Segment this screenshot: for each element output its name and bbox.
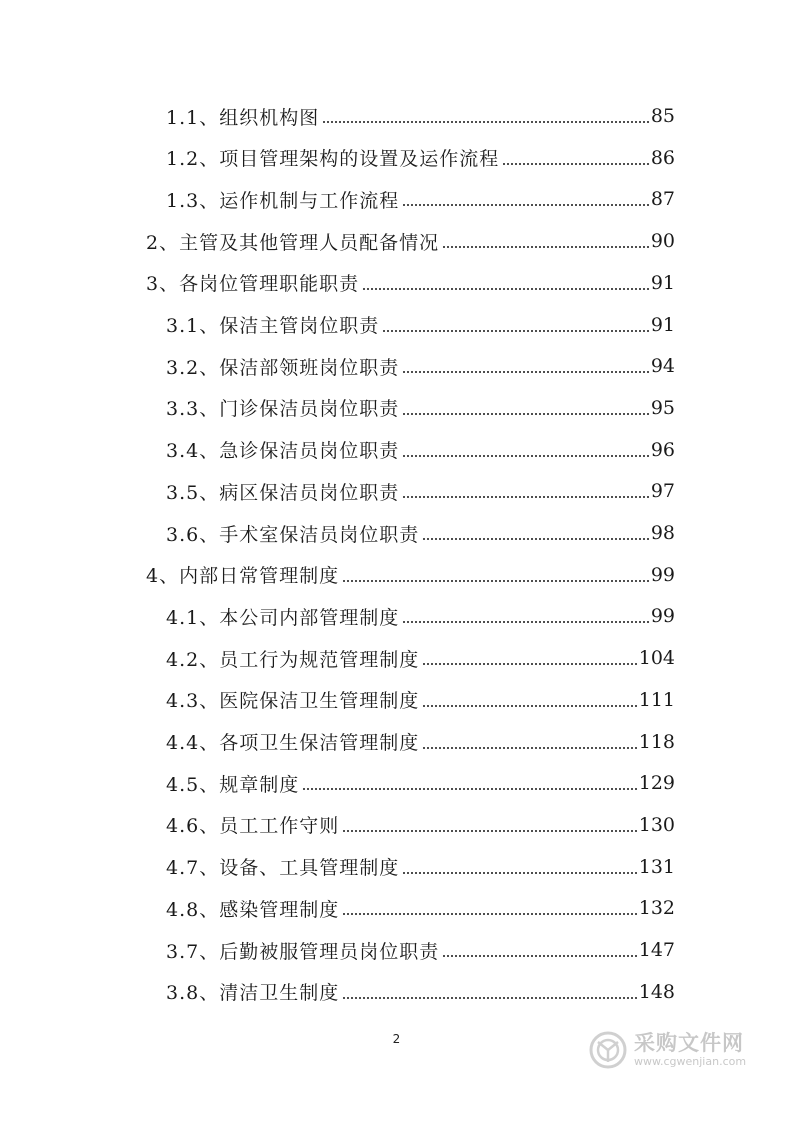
toc-entry-title: 运作机制与工作流程 xyxy=(219,189,400,212)
toc-entry-page: 87 xyxy=(650,188,675,211)
toc-entry-page: 86 xyxy=(650,146,675,169)
toc-entry[interactable] xyxy=(166,805,675,845)
toc-entry-title: 各项卫生保洁管理制度 xyxy=(219,732,420,754)
toc-entry[interactable] xyxy=(166,888,675,928)
toc-dot-leader xyxy=(322,121,649,123)
toc-entry-page: 148 xyxy=(638,980,675,1003)
toc-entry[interactable] xyxy=(166,680,675,720)
toc-entry-title: 手术室保洁员岗位职责 xyxy=(219,523,420,546)
toc-dot-leader xyxy=(422,705,637,707)
toc-entry-title: 各岗位管理职能职责 xyxy=(179,273,360,296)
toc-entry-number: 3.1、 xyxy=(166,315,220,337)
toc-entry-number: 3.5、 xyxy=(166,481,220,504)
toc-entry-page: 99 xyxy=(650,605,675,628)
toc-entry-title: 医院保洁卫生管理制度 xyxy=(219,690,420,713)
toc-entry[interactable] xyxy=(166,596,675,636)
toc-entry[interactable] xyxy=(166,96,675,136)
toc-entry-page: 118 xyxy=(638,730,675,753)
toc-entry-page: 97 xyxy=(650,480,675,503)
toc-dot-leader xyxy=(422,747,637,749)
toc-entry-title: 保洁主管岗位职责 xyxy=(219,315,380,337)
toc-dot-leader xyxy=(402,371,649,373)
toc-entry-page: 132 xyxy=(638,897,675,920)
toc-dot-leader xyxy=(342,830,637,832)
toc-dot-leader xyxy=(502,163,649,165)
toc-entry-number: 3.4、 xyxy=(166,440,220,463)
toc-entry-number: 4.3、 xyxy=(166,690,220,713)
toc-dot-leader xyxy=(402,455,649,457)
toc-entry[interactable] xyxy=(166,346,675,386)
toc-entry[interactable] xyxy=(166,722,675,762)
toc-entry-title: 感染管理制度 xyxy=(219,898,340,921)
toc-entry-number: 1.1、 xyxy=(166,106,220,129)
toc-entry-number: 3、 xyxy=(146,273,180,296)
toc-entry-number: 4.1、 xyxy=(166,606,220,629)
toc-entry[interactable] xyxy=(146,221,675,261)
toc-entry-title: 清洁卫生制度 xyxy=(219,982,340,1005)
toc-entry-number: 4.4、 xyxy=(166,732,220,754)
toc-entry-title: 主管及其他管理人员配备情况 xyxy=(179,231,440,254)
toc-entry-page: 130 xyxy=(638,813,675,836)
toc-entry-title: 后勤被服管理员岗位职责 xyxy=(219,940,440,963)
toc-entry-page: 129 xyxy=(638,772,675,795)
toc-entry-number: 3.6、 xyxy=(166,523,220,546)
watermark-name: 采购文件网 xyxy=(634,1031,744,1056)
toc-entry-page: 94 xyxy=(650,355,675,378)
toc-entry-number: 2、 xyxy=(146,231,180,254)
toc-entry-title: 内部日常管理制度 xyxy=(179,565,340,588)
toc-dot-leader xyxy=(442,955,637,957)
toc-entry[interactable] xyxy=(166,388,675,428)
toc-entry-page: 111 xyxy=(638,688,675,711)
toc-entry[interactable] xyxy=(166,179,675,219)
toc-entry[interactable] xyxy=(166,930,675,970)
toc-dot-leader xyxy=(342,997,637,999)
toc-entry[interactable] xyxy=(166,847,675,887)
toc-entry[interactable] xyxy=(166,513,675,553)
toc-dot-leader xyxy=(442,246,649,248)
toc-entry-title: 项目管理架构的设置及运作流程 xyxy=(219,148,500,171)
toc-entry[interactable] xyxy=(166,471,675,511)
toc-entry-number: 1.3、 xyxy=(166,189,220,212)
toc-entry-number: 4.8、 xyxy=(166,898,220,921)
toc-entry-number: 3.8、 xyxy=(166,982,220,1005)
toc-dot-leader xyxy=(402,496,649,498)
toc-entry-page: 99 xyxy=(650,563,675,586)
toc-entry-page: 95 xyxy=(650,396,675,419)
toc-dot-leader xyxy=(302,788,637,790)
toc-dot-leader xyxy=(402,204,649,206)
toc-dot-leader xyxy=(422,538,649,540)
toc-dot-leader xyxy=(402,413,649,415)
toc-entry[interactable] xyxy=(146,555,675,595)
watermark-logo-icon xyxy=(588,1030,628,1070)
toc-entry-page: 91 xyxy=(650,271,675,294)
toc-entry-title: 本公司内部管理制度 xyxy=(219,606,400,629)
toc-entry-page: 131 xyxy=(638,855,675,878)
toc-entry-title: 设备、工具管理制度 xyxy=(219,857,400,880)
toc-entry-number: 1.2、 xyxy=(166,148,220,171)
toc-entry[interactable] xyxy=(166,305,675,345)
toc-entry-page: 91 xyxy=(650,313,675,336)
toc-entry-number: 3.7、 xyxy=(166,940,220,963)
toc-entry-page: 96 xyxy=(650,438,675,461)
toc-dot-leader xyxy=(402,621,649,623)
toc-entry-number: 4.2、 xyxy=(166,648,220,671)
toc-entry[interactable] xyxy=(166,972,675,1012)
toc-entry[interactable] xyxy=(166,430,675,470)
toc-entry-number: 3.2、 xyxy=(166,356,220,379)
toc-entry-title: 急诊保洁员岗位职责 xyxy=(219,440,400,463)
toc-entry-title: 员工工作守则 xyxy=(219,815,340,838)
toc-entry-title: 组织机构图 xyxy=(219,106,320,129)
toc-entry-title: 病区保洁员岗位职责 xyxy=(219,481,400,504)
watermark-url: www.cgwenjian.com xyxy=(634,1054,747,1068)
toc-entry-page: 90 xyxy=(650,230,675,253)
toc-dot-leader xyxy=(402,872,637,874)
toc-dot-leader xyxy=(422,663,637,665)
toc-entry-page: 85 xyxy=(650,105,675,127)
watermark xyxy=(588,1022,758,1078)
toc-entry[interactable] xyxy=(166,138,675,178)
toc-entry-title: 保洁部领班岗位职责 xyxy=(219,356,400,379)
toc-dot-leader xyxy=(362,288,649,290)
toc-dot-leader xyxy=(342,913,637,915)
toc-entry[interactable] xyxy=(166,763,675,803)
toc-entry-page: 104 xyxy=(638,647,675,670)
toc-entry[interactable] xyxy=(146,263,675,303)
toc-entry-number: 3.3、 xyxy=(166,398,220,421)
toc-entry-number: 4.5、 xyxy=(166,773,220,796)
toc-entry-number: 4、 xyxy=(146,565,180,588)
toc-entry[interactable] xyxy=(166,638,675,678)
page-number: 2 xyxy=(392,1032,401,1046)
toc-entry-number: 4.7、 xyxy=(166,857,220,880)
toc-entry-title: 员工行为规范管理制度 xyxy=(219,648,420,671)
toc-entry-page: 98 xyxy=(650,522,675,544)
toc-entry-page: 147 xyxy=(638,939,675,961)
toc-entry-title: 规章制度 xyxy=(219,773,300,796)
toc-entry-title: 门诊保洁员岗位职责 xyxy=(219,398,400,421)
toc-entry-number: 4.6、 xyxy=(166,815,220,838)
toc-dot-leader xyxy=(342,580,649,582)
toc-dot-leader xyxy=(382,330,649,332)
